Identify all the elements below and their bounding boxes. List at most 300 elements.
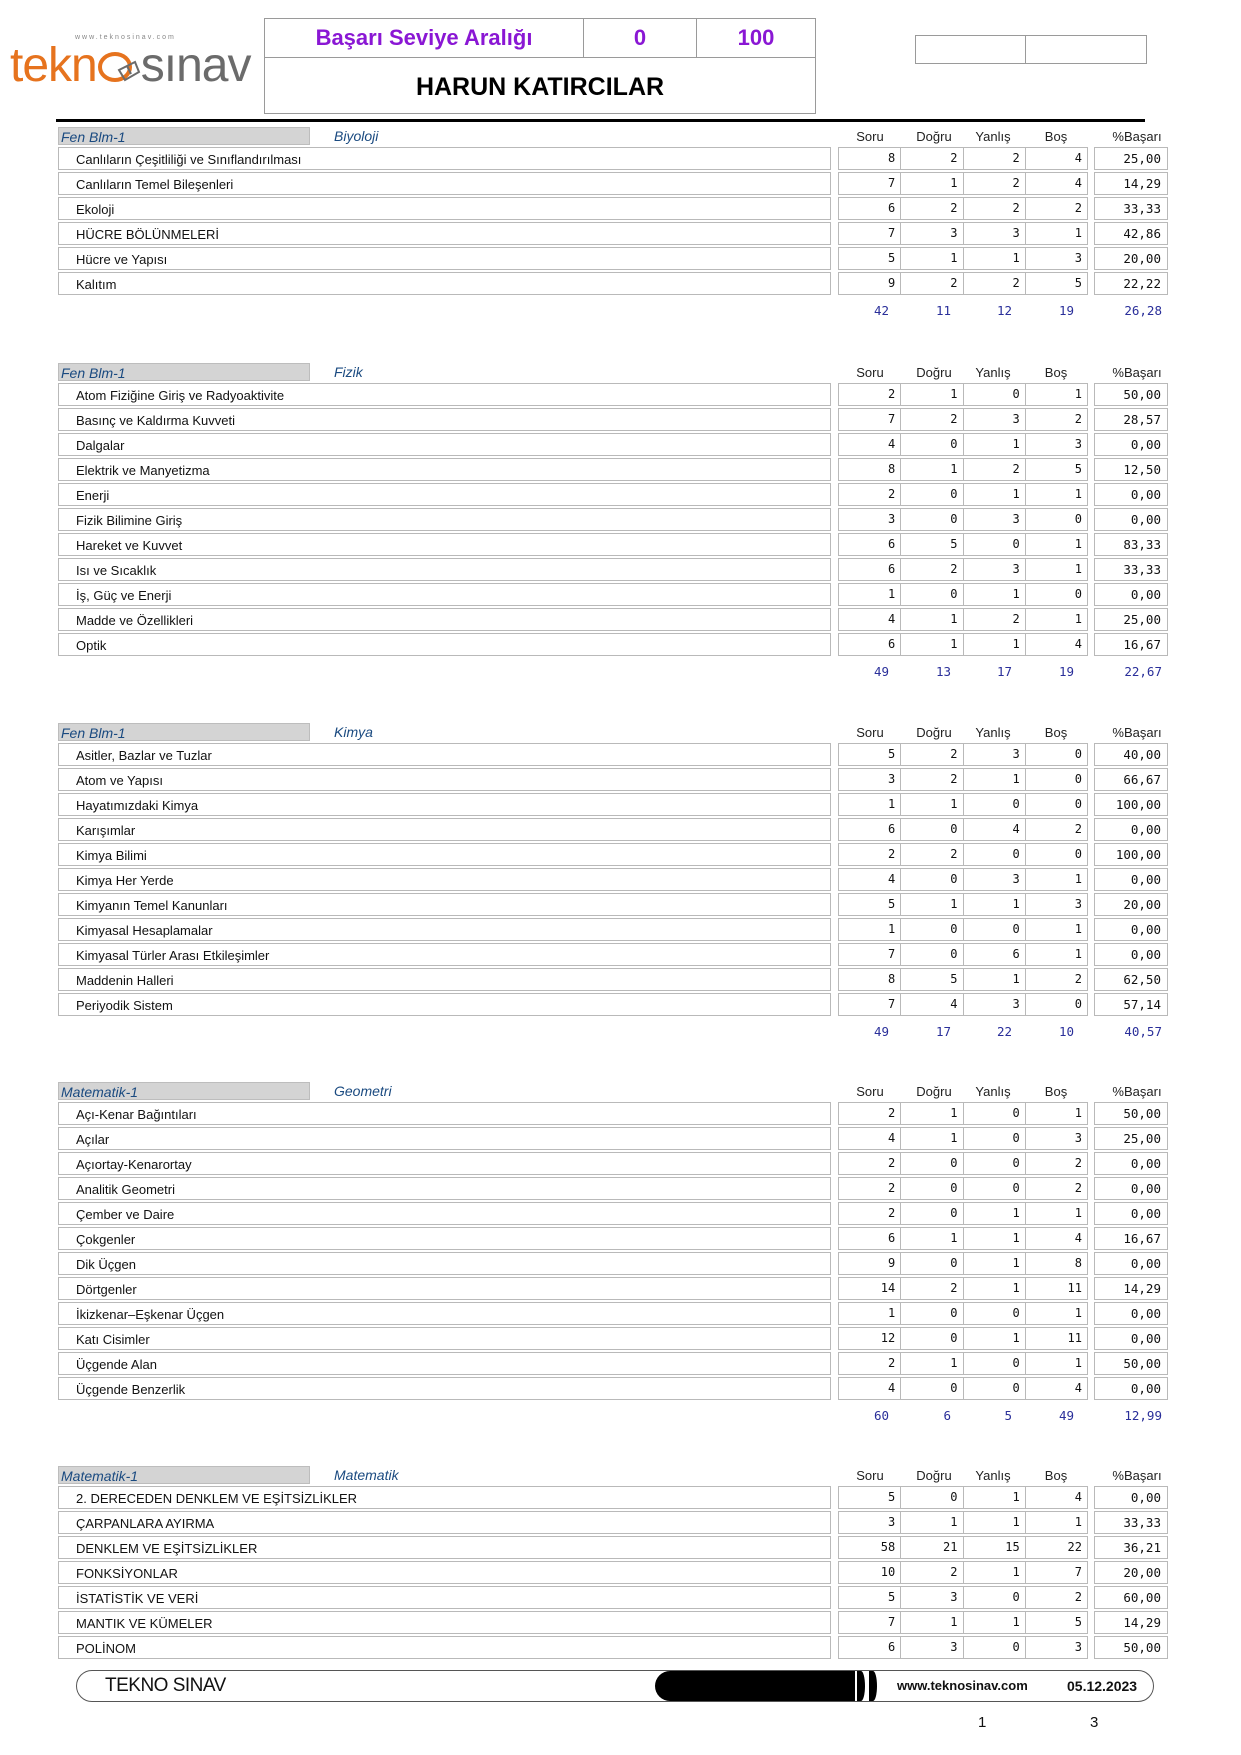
- cell-basari: 40,00: [1094, 743, 1168, 766]
- topic-row: [56, 1102, 1168, 1127]
- cell-yanlis: 4: [964, 819, 1026, 840]
- cell-soru: 2: [839, 1153, 901, 1174]
- cell-yanlis: 0: [964, 1303, 1026, 1324]
- cell-soru: 4: [839, 1378, 901, 1399]
- cell-dogru: 21: [901, 1537, 963, 1558]
- topic-name: Basınç ve Kaldırma Kuvveti: [58, 408, 831, 431]
- cell-dogru: 5: [901, 969, 963, 990]
- topic-row: [56, 743, 1168, 768]
- cell-bos: 1: [1074, 487, 1082, 501]
- section-totals: [56, 664, 1168, 688]
- cell-soru: 3: [839, 769, 901, 790]
- section-subject: Kimya: [334, 724, 373, 740]
- cell-bos: 1: [1074, 537, 1082, 551]
- topic-row: [56, 818, 1168, 843]
- cell-dogru: 1: [901, 609, 963, 630]
- cell-soru: 9: [839, 273, 901, 294]
- cell-dogru: 0: [901, 509, 963, 530]
- topic-counts: [838, 1252, 1088, 1275]
- cell-bos: 1: [1074, 387, 1082, 401]
- cell-basari: 16,67: [1094, 1227, 1168, 1250]
- footer-date: 05.12.2023: [1067, 1678, 1138, 1694]
- cell-dogru: 0: [901, 1378, 963, 1399]
- cell-basari: 50,00: [1094, 1636, 1168, 1659]
- cell-dogru: 1: [901, 794, 963, 815]
- topic-counts: [838, 993, 1088, 1016]
- section-header: [56, 723, 1168, 743]
- topic-counts: [838, 1102, 1088, 1125]
- cell-bos: 2: [1074, 1590, 1082, 1604]
- cell-yanlis: 0: [964, 1128, 1026, 1149]
- topic-name: ÇARPANLARA AYIRMA: [58, 1511, 831, 1534]
- cell-basari: 33,33: [1094, 197, 1168, 220]
- cell-yanlis: 1: [964, 769, 1026, 790]
- cell-soru: 1: [839, 794, 901, 815]
- topic-counts: [838, 583, 1088, 606]
- cell-bos: 1: [1074, 1306, 1082, 1320]
- cell-dogru: 0: [901, 1253, 963, 1274]
- topic-name: Kimya Bilimi: [58, 843, 831, 866]
- cell-yanlis: 1: [964, 1228, 1026, 1249]
- col-header-soru: Soru: [856, 1084, 884, 1099]
- cell-dogru: 1: [901, 634, 963, 655]
- cell-basari: 83,33: [1094, 533, 1168, 556]
- cell-dogru: 0: [901, 1203, 963, 1224]
- cell-dogru: 0: [901, 584, 963, 605]
- cell-basari: 50,00: [1094, 1102, 1168, 1125]
- topic-name: Optik: [58, 633, 831, 656]
- cell-soru: 2: [839, 1353, 901, 1374]
- topic-name: Fizik Bilimine Giriş: [58, 508, 831, 531]
- section-0: [56, 127, 1168, 327]
- topic-row: [56, 433, 1168, 458]
- topic-name: Kimyasal Hesaplamalar: [58, 918, 831, 941]
- col-header-yanlis: Yanlış: [975, 129, 1011, 144]
- cell-soru: 8: [839, 459, 901, 480]
- cell-basari: 25,00: [1094, 147, 1168, 170]
- cell-bos: 0: [1074, 747, 1082, 761]
- topic-name: Ekoloji: [58, 197, 831, 220]
- cell-yanlis: 1: [964, 634, 1026, 655]
- topic-name: 2. DERECEDEN DENKLEM VE EŞİTSİZLİKLER: [58, 1486, 831, 1509]
- cell-soru: 12: [839, 1328, 901, 1349]
- cell-yanlis: 1: [964, 1328, 1026, 1349]
- cell-basari: 36,21: [1094, 1536, 1168, 1559]
- cell-soru: 6: [839, 1637, 901, 1658]
- topic-name: Çember ve Daire: [58, 1202, 831, 1225]
- cell-bos: 2: [1074, 972, 1082, 986]
- section-subject: Geometri: [334, 1083, 392, 1099]
- cell-basari: 14,29: [1094, 1611, 1168, 1634]
- cell-soru: 4: [839, 1128, 901, 1149]
- cell-yanlis: 6: [964, 944, 1026, 965]
- cell-yanlis: 0: [964, 1153, 1026, 1174]
- cell-soru: 6: [839, 534, 901, 555]
- topic-counts: [838, 968, 1088, 991]
- cell-basari: 33,33: [1094, 558, 1168, 581]
- cell-dogru: 2: [901, 559, 963, 580]
- section-category: Matematik-1: [58, 1082, 310, 1100]
- cell-soru: 7: [839, 994, 901, 1015]
- topic-row: [56, 868, 1168, 893]
- topic-row: [56, 1327, 1168, 1352]
- cell-soru: 6: [839, 198, 901, 219]
- topic-row: [56, 943, 1168, 968]
- header-divider: [56, 119, 1145, 122]
- topic-row: [56, 1152, 1168, 1177]
- cell-yanlis: 3: [964, 744, 1026, 765]
- col-header-yanlis: Yanlış: [975, 1084, 1011, 1099]
- logo-text-right: sınav: [140, 39, 251, 92]
- success-range-label: Başarı Seviye Aralığı: [265, 19, 584, 57]
- topic-counts: [838, 383, 1088, 406]
- cell-basari: 14,29: [1094, 1277, 1168, 1300]
- cell-basari: 0,00: [1094, 1252, 1168, 1275]
- cell-yanlis: 0: [964, 534, 1026, 555]
- cell-bos: 3: [1074, 1131, 1082, 1145]
- cell-bos: 4: [1074, 151, 1082, 165]
- total-soru: 49: [873, 1024, 889, 1039]
- cell-yanlis: 1: [964, 1253, 1026, 1274]
- topic-name: Açılar: [58, 1127, 831, 1150]
- cell-bos: 2: [1074, 1181, 1082, 1195]
- topic-counts: [838, 147, 1088, 170]
- success-range-min: 0: [584, 19, 697, 57]
- topic-counts: [838, 247, 1088, 270]
- topic-row: [56, 1277, 1168, 1302]
- cell-soru: 8: [839, 148, 901, 169]
- cell-yanlis: 2: [964, 609, 1026, 630]
- topic-name: Kimyanın Temel Kanunları: [58, 893, 831, 916]
- cell-basari: 20,00: [1094, 1561, 1168, 1584]
- cell-yanlis: 1: [964, 1278, 1026, 1299]
- total-basari: 40,57: [1124, 1024, 1162, 1039]
- cell-basari: 0,00: [1094, 583, 1168, 606]
- cell-dogru: 2: [901, 844, 963, 865]
- cell-yanlis: 0: [964, 919, 1026, 940]
- cell-soru: 1: [839, 919, 901, 940]
- cell-basari: 0,00: [1094, 508, 1168, 531]
- topic-counts: [838, 633, 1088, 656]
- topic-name: Dik Üçgen: [58, 1252, 831, 1275]
- cell-yanlis: 0: [964, 844, 1026, 865]
- cell-bos: 0: [1074, 512, 1082, 526]
- cell-bos: 4: [1074, 637, 1082, 651]
- cell-yanlis: 15: [964, 1537, 1026, 1558]
- success-range-row: [265, 19, 815, 58]
- cell-dogru: 0: [901, 919, 963, 940]
- topic-counts: [838, 918, 1088, 941]
- section-subject: Biyoloji: [334, 128, 379, 144]
- cell-soru: 2: [839, 484, 901, 505]
- cell-dogru: 2: [901, 769, 963, 790]
- topic-name: Karışımlar: [58, 818, 831, 841]
- cell-bos: 1: [1074, 922, 1082, 936]
- cell-bos: 5: [1074, 1615, 1082, 1629]
- col-header-dogru: Doğru: [916, 129, 952, 144]
- cell-dogru: 3: [901, 223, 963, 244]
- cell-basari: 57,14: [1094, 993, 1168, 1016]
- topic-name: Madde ve Özellikleri: [58, 608, 831, 631]
- topic-name: DENKLEM VE EŞİTSİZLİKLER: [58, 1536, 831, 1559]
- cell-basari: 20,00: [1094, 247, 1168, 270]
- topic-counts: [838, 1302, 1088, 1325]
- topic-name: Üçgende Alan: [58, 1352, 831, 1375]
- col-header-soru: Soru: [856, 1468, 884, 1483]
- topic-row: [56, 458, 1168, 483]
- topic-row: [56, 172, 1168, 197]
- topic-name: Hücre ve Yapısı: [58, 247, 831, 270]
- topic-row: [56, 247, 1168, 272]
- cell-basari: 0,00: [1094, 818, 1168, 841]
- teknosinav-logo: [10, 22, 260, 102]
- cell-dogru: 0: [901, 944, 963, 965]
- total-bos: 10: [1058, 1024, 1074, 1039]
- topic-name: Katı Cisimler: [58, 1327, 831, 1350]
- cell-basari: 20,00: [1094, 893, 1168, 916]
- cell-dogru: 2: [901, 198, 963, 219]
- footer-black-bar: [655, 1671, 855, 1701]
- cell-dogru: 1: [901, 1512, 963, 1533]
- section-subject: Matematik: [334, 1467, 399, 1483]
- topic-counts: [838, 1352, 1088, 1375]
- topic-row: [56, 918, 1168, 943]
- cell-bos: 22: [1067, 1540, 1082, 1554]
- section-category: Matematik-1: [58, 1466, 310, 1484]
- topic-row: [56, 843, 1168, 868]
- section-header: [56, 1466, 1168, 1486]
- cell-bos: 11: [1067, 1281, 1082, 1295]
- cell-dogru: 2: [901, 273, 963, 294]
- topic-row: [56, 508, 1168, 533]
- cell-dogru: 0: [901, 1328, 963, 1349]
- total-bos: 49: [1058, 1408, 1074, 1423]
- topic-name: POLİNOM: [58, 1636, 831, 1659]
- cell-soru: 5: [839, 894, 901, 915]
- cell-bos: 7: [1074, 1565, 1082, 1579]
- cell-bos: 3: [1074, 897, 1082, 911]
- cell-dogru: 1: [901, 1353, 963, 1374]
- cell-soru: 3: [839, 509, 901, 530]
- cell-basari: 33,33: [1094, 1511, 1168, 1534]
- section-2: [56, 723, 1168, 1048]
- section-category: Fen Blm-1: [58, 127, 310, 145]
- cell-soru: 7: [839, 173, 901, 194]
- topic-row: [56, 993, 1168, 1018]
- logo-tagline: www.teknosinav.com: [75, 34, 176, 41]
- section-totals: [56, 1408, 1168, 1432]
- topic-counts: [838, 433, 1088, 456]
- cell-basari: 0,00: [1094, 943, 1168, 966]
- total-yanlis: 17: [996, 664, 1012, 679]
- topic-name: Dalgalar: [58, 433, 831, 456]
- cell-bos: 2: [1074, 412, 1082, 426]
- cell-dogru: 2: [901, 409, 963, 430]
- col-header-basari: %Başarı: [1112, 365, 1162, 380]
- topic-row: [56, 197, 1168, 222]
- topic-row: [56, 1611, 1168, 1636]
- topic-counts: [838, 1536, 1088, 1559]
- cell-bos: 1: [1074, 226, 1082, 240]
- cell-bos: 4: [1074, 176, 1082, 190]
- cell-dogru: 3: [901, 1637, 963, 1658]
- topic-row: [56, 1127, 1168, 1152]
- cell-soru: 6: [839, 819, 901, 840]
- topic-name: Maddenin Halleri: [58, 968, 831, 991]
- cell-soru: 6: [839, 634, 901, 655]
- cell-bos: 8: [1074, 1256, 1082, 1270]
- cell-basari: 12,50: [1094, 458, 1168, 481]
- col-header-basari: %Başarı: [1112, 1084, 1162, 1099]
- cell-dogru: 0: [901, 434, 963, 455]
- topic-name: İSTATİSTİK VE VERİ: [58, 1586, 831, 1609]
- topic-row: [56, 1177, 1168, 1202]
- cell-yanlis: 2: [964, 148, 1026, 169]
- cell-soru: 6: [839, 1228, 901, 1249]
- cell-dogru: 4: [901, 994, 963, 1015]
- logo-text-left: tekn: [10, 39, 97, 92]
- cell-yanlis: 0: [964, 1353, 1026, 1374]
- cell-basari: 0,00: [1094, 918, 1168, 941]
- total-yanlis: 12: [996, 303, 1012, 318]
- cell-soru: 2: [839, 384, 901, 405]
- empty-info-boxes: [915, 35, 1147, 64]
- cell-soru: 9: [839, 1253, 901, 1274]
- col-header-dogru: Doğru: [916, 725, 952, 740]
- topic-row: [56, 383, 1168, 408]
- cell-bos: 1: [1074, 872, 1082, 886]
- cell-bos: 2: [1074, 201, 1082, 215]
- cell-basari: 62,50: [1094, 968, 1168, 991]
- cell-yanlis: 3: [964, 994, 1026, 1015]
- cell-bos: 3: [1074, 251, 1082, 265]
- topic-counts: [838, 1486, 1088, 1509]
- topic-row: [56, 893, 1168, 918]
- page-total: 3: [1090, 1714, 1099, 1731]
- cell-soru: 14: [839, 1278, 901, 1299]
- cell-dogru: 2: [901, 148, 963, 169]
- total-basari: 26,28: [1124, 303, 1162, 318]
- total-yanlis: 5: [1004, 1408, 1012, 1423]
- cell-bos: 1: [1074, 562, 1082, 576]
- topic-row: [56, 1352, 1168, 1377]
- cell-soru: 1: [839, 1303, 901, 1324]
- topic-counts: [838, 743, 1088, 766]
- topic-row: [56, 272, 1168, 297]
- topic-counts: [838, 1636, 1088, 1659]
- cell-yanlis: 1: [964, 434, 1026, 455]
- cell-yanlis: 1: [964, 248, 1026, 269]
- topic-counts: [838, 408, 1088, 431]
- topic-counts: [838, 1511, 1088, 1534]
- topic-row: [56, 558, 1168, 583]
- section-4: [56, 1466, 1168, 1661]
- cell-yanlis: 1: [964, 1562, 1026, 1583]
- topic-name: Kimya Her Yerde: [58, 868, 831, 891]
- topic-row: [56, 583, 1168, 608]
- cell-basari: 0,00: [1094, 483, 1168, 506]
- topic-counts: [838, 1377, 1088, 1400]
- topic-row: [56, 408, 1168, 433]
- topic-row: [56, 1227, 1168, 1252]
- col-header-dogru: Doğru: [916, 365, 952, 380]
- cell-basari: 22,22: [1094, 272, 1168, 295]
- cell-basari: 0,00: [1094, 1327, 1168, 1350]
- cell-yanlis: 0: [964, 1378, 1026, 1399]
- cell-dogru: 2: [901, 744, 963, 765]
- topic-counts: [838, 1561, 1088, 1584]
- topic-counts: [838, 533, 1088, 556]
- cell-soru: 5: [839, 1587, 901, 1608]
- cell-yanlis: 2: [964, 273, 1026, 294]
- topic-name: Çokgenler: [58, 1227, 831, 1250]
- total-basari: 22,67: [1124, 664, 1162, 679]
- cell-yanlis: 3: [964, 223, 1026, 244]
- cell-basari: 42,86: [1094, 222, 1168, 245]
- cell-bos: 0: [1074, 772, 1082, 786]
- cell-basari: 0,00: [1094, 1202, 1168, 1225]
- total-basari: 12,99: [1124, 1408, 1162, 1423]
- topic-row: [56, 1202, 1168, 1227]
- cell-soru: 4: [839, 434, 901, 455]
- total-dogru: 17: [935, 1024, 951, 1039]
- total-yanlis: 22: [996, 1024, 1012, 1039]
- cell-dogru: 0: [901, 1303, 963, 1324]
- topic-name: Atom Fiziğine Giriş ve Radyoaktivite: [58, 383, 831, 406]
- topic-row: [56, 968, 1168, 993]
- section-1: [56, 363, 1168, 688]
- total-dogru: 13: [935, 664, 951, 679]
- cell-dogru: 0: [901, 819, 963, 840]
- cell-dogru: 1: [901, 1612, 963, 1633]
- topic-name: Analitik Geometri: [58, 1177, 831, 1200]
- section-header: [56, 1082, 1168, 1102]
- section-totals: [56, 303, 1168, 327]
- footer-brand: TEKNO SINAV: [105, 1675, 226, 1696]
- cell-soru: 7: [839, 223, 901, 244]
- cell-dogru: 2: [901, 1278, 963, 1299]
- cell-soru: 7: [839, 944, 901, 965]
- cell-yanlis: 2: [964, 459, 1026, 480]
- section-subject: Fizik: [334, 364, 363, 380]
- total-dogru: 11: [935, 303, 951, 318]
- topic-name: Kimyasal Türler Arası Etkileşimler: [58, 943, 831, 966]
- topic-row: [56, 1377, 1168, 1402]
- cell-basari: 0,00: [1094, 1302, 1168, 1325]
- cell-soru: 2: [839, 1103, 901, 1124]
- topic-counts: [838, 1277, 1088, 1300]
- topic-counts: [838, 483, 1088, 506]
- topic-name: İş, Güç ve Enerji: [58, 583, 831, 606]
- topic-row: [56, 533, 1168, 558]
- cell-yanlis: 1: [964, 584, 1026, 605]
- topic-counts: [838, 1127, 1088, 1150]
- topic-row: [56, 1511, 1168, 1536]
- cell-dogru: 1: [901, 384, 963, 405]
- cell-bos: 4: [1074, 1381, 1082, 1395]
- cell-dogru: 5: [901, 534, 963, 555]
- col-header-soru: Soru: [856, 725, 884, 740]
- topic-counts: [838, 1611, 1088, 1634]
- topic-row: [56, 1536, 1168, 1561]
- topic-counts: [838, 868, 1088, 891]
- col-header-bos: Boş: [1044, 725, 1068, 740]
- cell-soru: 2: [839, 1178, 901, 1199]
- cell-soru: 10: [839, 1562, 901, 1583]
- cell-soru: 5: [839, 1487, 901, 1508]
- cell-soru: 6: [839, 559, 901, 580]
- topic-counts: [838, 172, 1088, 195]
